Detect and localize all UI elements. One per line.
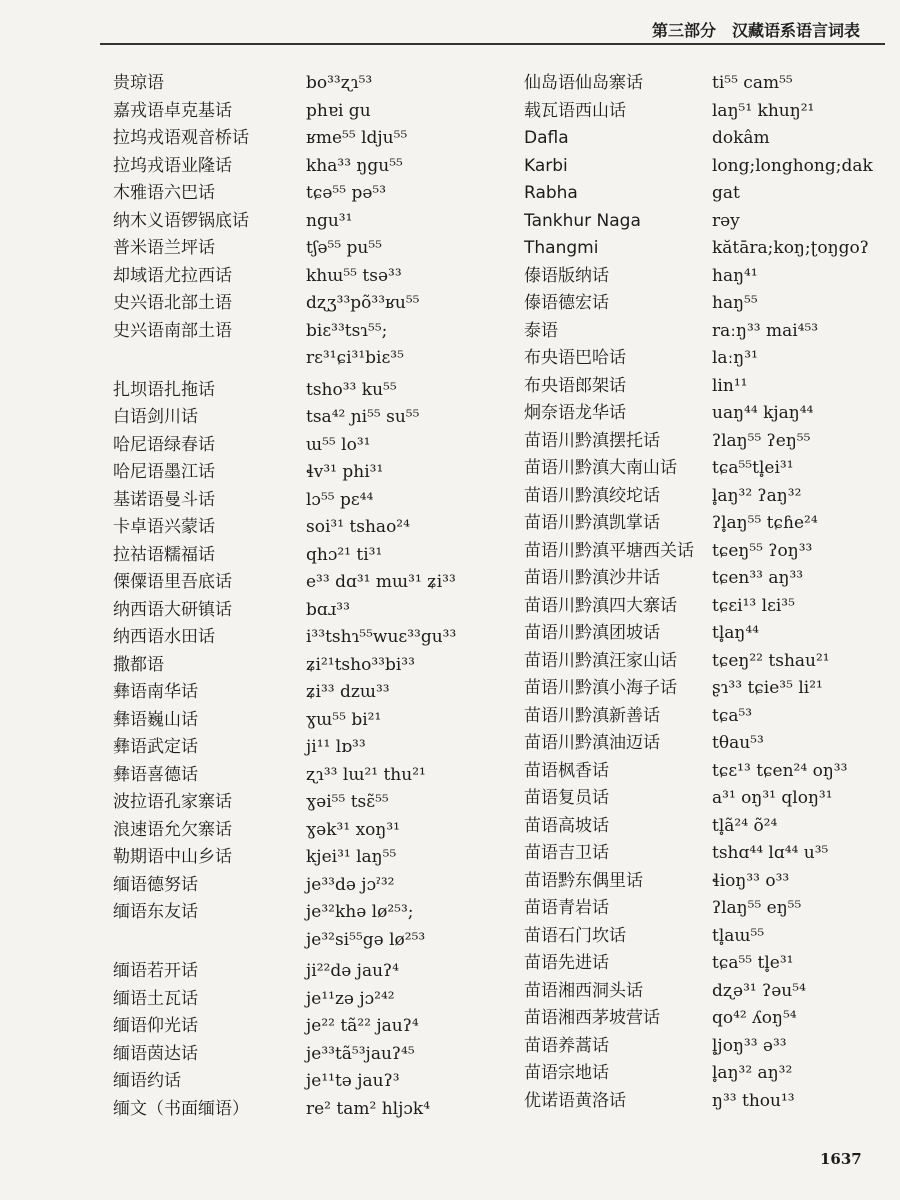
word-form: ji¹¹ lɒ³³ bbox=[306, 737, 366, 757]
dialect-name: 苗语川黔滇团坡话 bbox=[524, 623, 660, 643]
dialect-name: 苗语养蒿话 bbox=[524, 1035, 609, 1056]
word-form: tɕa⁵⁵ tl̥e³¹ bbox=[712, 953, 794, 973]
word-form: ngu³¹ bbox=[306, 210, 353, 231]
word-form: laːŋ³¹ bbox=[712, 348, 758, 368]
dialect-name: 苗语黔东偶里话 bbox=[524, 870, 643, 891]
word-form: ti⁵⁵ cam⁵⁵ bbox=[712, 73, 793, 93]
word-form: ɣɯ⁵⁵ bi²¹ bbox=[306, 709, 382, 730]
dialect-name: 缅语茵达话 bbox=[113, 1043, 198, 1064]
word-form: je³³tã⁵³jauʔ⁴⁵ bbox=[306, 1043, 415, 1064]
dialect-name: 布央语巴哈话 bbox=[524, 348, 626, 368]
dialect-name: 缅语东友话 bbox=[113, 902, 198, 922]
dialect-name: 哈尼语绿春话 bbox=[113, 434, 215, 455]
word-form: gat bbox=[712, 183, 740, 203]
word-form: l̥joŋ³³ ə³³ bbox=[712, 1035, 787, 1056]
word-form: dʐʒ³³põ³³ʁu⁵⁵ bbox=[306, 293, 420, 313]
page-number: 1637 bbox=[820, 1150, 862, 1168]
word-form: lɔ⁵⁵ pɛ⁴⁴ bbox=[306, 489, 374, 510]
dialect-name: 苗语川黔滇小海子话 bbox=[524, 678, 677, 698]
word-form: bɑɹ³³ bbox=[306, 599, 350, 620]
word-form: ɣəi⁵⁵ tsɛ̃⁵⁵ bbox=[306, 792, 389, 812]
word-form: tsa⁴² ɲi⁵⁵ su⁵⁵ bbox=[306, 407, 420, 427]
dialect-name: 普米语兰坪话 bbox=[113, 238, 215, 258]
word-form: uaŋ⁴⁴ kjaŋ⁴⁴ bbox=[712, 403, 814, 423]
dialect-name: 却域语尤拉西话 bbox=[113, 265, 232, 286]
word-form: tɕa⁵⁵tl̥ei³¹ bbox=[712, 458, 794, 478]
dialect-name: 苗语先进话 bbox=[524, 953, 609, 973]
dialect-name: 苗语石门坎话 bbox=[524, 925, 626, 946]
dialect-name: 载瓦语西山话 bbox=[524, 100, 626, 121]
dialect-name: 彝语喜德话 bbox=[113, 764, 198, 785]
word-form: l̥aŋ³² aŋ³² bbox=[712, 1063, 793, 1083]
word-form: phɐi gu bbox=[306, 100, 371, 121]
dialect-name: Karbi bbox=[524, 155, 568, 176]
dialect-name: 史兴语北部土语 bbox=[113, 293, 232, 313]
dialect-name: 波拉语孔家寨话 bbox=[113, 792, 232, 812]
word-form: a³¹ oŋ³¹ qloŋ³¹ bbox=[712, 788, 833, 808]
dialect-name: 纳木义语锣锅底话 bbox=[113, 210, 249, 231]
dialect-name: 拉祜语糯福话 bbox=[113, 544, 215, 565]
dialect-name: 苗语川黔滇四大寨话 bbox=[524, 595, 677, 616]
word-form: biɛ³³tsɿ⁵⁵; bbox=[306, 320, 388, 341]
dialect-name: 苗语川黔滇沙井话 bbox=[524, 568, 660, 588]
word-form: tɕa⁵³ bbox=[712, 705, 753, 726]
dialect-name: 撒都语 bbox=[113, 654, 164, 675]
word-form: ɯ⁵⁵ lo³¹ bbox=[306, 434, 371, 455]
word-form: je³²khə lø²⁵³; bbox=[306, 902, 414, 922]
word-form: re² tam² hljɔk⁴ bbox=[306, 1098, 431, 1119]
word-form: ɬv³¹ phi³¹ bbox=[306, 462, 384, 482]
dialect-name: 苗语湘西茅坡营话 bbox=[524, 1008, 660, 1028]
word-form: l̥aŋ³² ʔaŋ³² bbox=[712, 485, 802, 506]
dialect-name: 缅语约话 bbox=[113, 1071, 181, 1091]
dialect-name: 仙岛语仙岛寨话 bbox=[524, 73, 643, 93]
word-form: tl̥ã²⁴ õ²⁴ bbox=[712, 815, 778, 836]
word-form: khɯ⁵⁵ tsə³³ bbox=[306, 265, 402, 286]
word-form: ʔlaŋ⁵⁵ ʔeŋ⁵⁵ bbox=[712, 430, 811, 451]
word-form: ʑi³³ dzɯ³³ bbox=[306, 682, 390, 702]
dialect-name: 优诺语黄洛话 bbox=[524, 1090, 626, 1111]
dialect-name: 苗语复员话 bbox=[524, 788, 609, 808]
dialect-name: 缅语仰光话 bbox=[113, 1016, 198, 1036]
dialect-name: 泰语 bbox=[524, 320, 558, 341]
dialect-name: 苗语川黔滇油迈话 bbox=[524, 733, 660, 753]
dialect-name: 苗语川黔滇凯掌话 bbox=[524, 513, 660, 533]
word-form: qhɔ²¹ ti³¹ bbox=[306, 544, 383, 565]
dialect-name: 木雅语六巴话 bbox=[113, 183, 215, 203]
dialect-name: 纳西语水田话 bbox=[113, 627, 215, 647]
dialect-name: 纳西语大研镇话 bbox=[113, 599, 232, 620]
word-form: i³³tshɿ⁵⁵wuɛ³³gu³³ bbox=[306, 627, 457, 647]
dialect-name: Thangmi bbox=[524, 238, 599, 258]
dialect-name: 浪速语允欠寨话 bbox=[113, 819, 232, 840]
word-form: kjei³¹ laŋ⁵⁵ bbox=[306, 847, 397, 867]
dialect-name: 拉坞戎语观音桥话 bbox=[113, 128, 249, 148]
word-form: ɬioŋ³³ o³³ bbox=[712, 870, 790, 891]
word-form: ji²²də jauʔ⁴ bbox=[306, 961, 399, 981]
word-form: tɕə⁵⁵ pə⁵³ bbox=[306, 183, 387, 203]
word-form: ʁme⁵⁵ ldju⁵⁵ bbox=[306, 128, 408, 148]
word-form: long;longhong;dak bbox=[712, 155, 873, 176]
dialect-name: 傣语版纳话 bbox=[524, 265, 609, 286]
word-form: ʔlaŋ⁵⁵ eŋ⁵⁵ bbox=[712, 898, 802, 918]
word-form: ŋ³³ thou¹³ bbox=[712, 1090, 795, 1111]
word-form: lin¹¹ bbox=[712, 375, 748, 396]
word-form: kătāra;koŋ;ʈoŋgoʔ bbox=[712, 238, 869, 258]
dialect-name: Dafla bbox=[524, 128, 569, 148]
word-form: tɕɛi¹³ lɛi³⁵ bbox=[712, 595, 795, 616]
word-form: tɕɛ¹³ tɕen²⁴ oŋ³³ bbox=[712, 760, 848, 781]
word-form: qo⁴² ʎoŋ⁵⁴ bbox=[712, 1008, 797, 1028]
dialect-name: 苗语川黔滇绞坨话 bbox=[524, 485, 660, 506]
word-form: raːŋ³³ mai⁴⁵³ bbox=[712, 320, 819, 341]
word-form: tɕen³³ aŋ³³ bbox=[712, 568, 804, 588]
dialect-name: 苗语青岩话 bbox=[524, 898, 609, 918]
word-form: soi³¹ tshao²⁴ bbox=[306, 517, 410, 537]
word-form: rɛ³¹ɕi³¹biɛ³⁵ bbox=[306, 348, 404, 368]
dialect-name: 傣语德宏话 bbox=[524, 293, 609, 313]
dialect-name: 苗语枫香话 bbox=[524, 760, 609, 781]
word-form: ʂɿ³³ tɕie³⁵ li²¹ bbox=[712, 678, 823, 698]
word-form: kha³³ ŋgu⁵⁵ bbox=[306, 155, 403, 176]
dialect-name: 傈僳语里吾底话 bbox=[113, 572, 232, 592]
header-rule bbox=[100, 43, 885, 45]
word-form: je²² tã²² jauʔ⁴ bbox=[306, 1016, 419, 1036]
dialect-name: 卡卓语兴蒙话 bbox=[113, 517, 215, 537]
dialect-name: 嘉戎语卓克基话 bbox=[113, 100, 232, 121]
word-form: je³³də jɔˀ³² bbox=[306, 874, 395, 895]
dialect-name: Tankhur Naga bbox=[524, 210, 641, 231]
dialect-name: 拉坞戎语业隆话 bbox=[113, 155, 232, 176]
word-form: tl̥aɯ⁵⁵ bbox=[712, 925, 765, 946]
word-form: dokâm bbox=[712, 128, 770, 148]
dialect-name: 缅语德努话 bbox=[113, 874, 198, 895]
word-form: laŋ⁵¹ khuŋ²¹ bbox=[712, 100, 815, 121]
dialect-name: 苗语高坡话 bbox=[524, 815, 609, 836]
dialect-name: 史兴语南部土语 bbox=[113, 320, 232, 341]
running-header: 第三部分 汉藏语系语言词表 bbox=[651, 21, 860, 40]
dialect-name: 白语剑川话 bbox=[113, 407, 198, 427]
word-form: je¹¹zə jɔ²⁴² bbox=[306, 988, 395, 1009]
dialect-name: 苗语川黔滇大南山话 bbox=[524, 458, 677, 478]
dialect-name: 苗语川黔滇新善话 bbox=[524, 705, 660, 726]
word-form: ʐɿ³³ lɯ²¹ thu²¹ bbox=[306, 764, 426, 785]
dialect-name: 彝语南华话 bbox=[113, 682, 198, 702]
word-form: e³³ dɑ³¹ mɯ³¹ ʑi³³ bbox=[306, 572, 456, 592]
dialect-name: 布央语郎架话 bbox=[524, 375, 626, 396]
word-form: tθau⁵³ bbox=[712, 733, 764, 753]
word-form: tsho³³ ku⁵⁵ bbox=[306, 379, 397, 400]
word-form: tɕeŋ²² tshau²¹ bbox=[712, 650, 830, 671]
word-form: tɕeŋ⁵⁵ ʔoŋ³³ bbox=[712, 540, 813, 561]
dialect-name: 苗语湘西洞头话 bbox=[524, 980, 643, 1001]
word-form: tʃə⁵⁵ pu⁵⁵ bbox=[306, 238, 383, 258]
word-form: je³²si⁵⁵gə lø²⁵³ bbox=[306, 929, 426, 950]
word-form: ʔl̥aŋ⁵⁵ tɕɦe²⁴ bbox=[712, 513, 818, 533]
dialect-name: 哈尼语墨江话 bbox=[113, 462, 215, 482]
word-form: tl̥aŋ⁴⁴ bbox=[712, 623, 759, 643]
word-form: bo³³ʐɿ⁵³ bbox=[306, 73, 373, 93]
word-form: ɣək³¹ xoŋ³¹ bbox=[306, 819, 400, 840]
dialect-name: 苗语宗地话 bbox=[524, 1063, 609, 1083]
dialect-name: 贵琼语 bbox=[113, 73, 164, 93]
dialect-name: 缅语若开话 bbox=[113, 961, 198, 981]
dialect-name: 彝语巍山话 bbox=[113, 709, 198, 730]
dialect-name: 缅文（书面缅语） bbox=[113, 1098, 249, 1119]
dialect-name: 苗语吉卫话 bbox=[524, 843, 609, 863]
dialect-name: 苗语川黔滇平塘西关话 bbox=[524, 540, 694, 561]
word-form: haŋ⁴¹ bbox=[712, 265, 758, 286]
dialect-name: 炯奈语龙华话 bbox=[524, 403, 626, 423]
word-form: haŋ⁵⁵ bbox=[712, 293, 758, 313]
dialect-name: 苗语川黔滇汪家山话 bbox=[524, 650, 677, 671]
dialect-name: 勒期语中山乡话 bbox=[113, 847, 232, 867]
word-form: ʑi²¹tsho³³bi³³ bbox=[306, 654, 415, 675]
word-form: tshɑ⁴⁴ lɑ⁴⁴ u³⁵ bbox=[712, 843, 829, 863]
dialect-name: Rabha bbox=[524, 183, 578, 203]
word-form: dʐə³¹ ʔəu⁵⁴ bbox=[712, 980, 806, 1001]
dialect-name: 彝语武定话 bbox=[113, 737, 198, 757]
word-form: rəy bbox=[712, 210, 740, 231]
dialect-name: 苗语川黔滇摆托话 bbox=[524, 430, 660, 451]
dialect-name: 扎坝语扎拖话 bbox=[113, 379, 215, 400]
dialect-name: 基诺语曼斗话 bbox=[113, 489, 215, 510]
word-form: je¹¹tə jauʔ³ bbox=[306, 1071, 400, 1091]
dialect-name: 缅语土瓦话 bbox=[113, 988, 198, 1009]
